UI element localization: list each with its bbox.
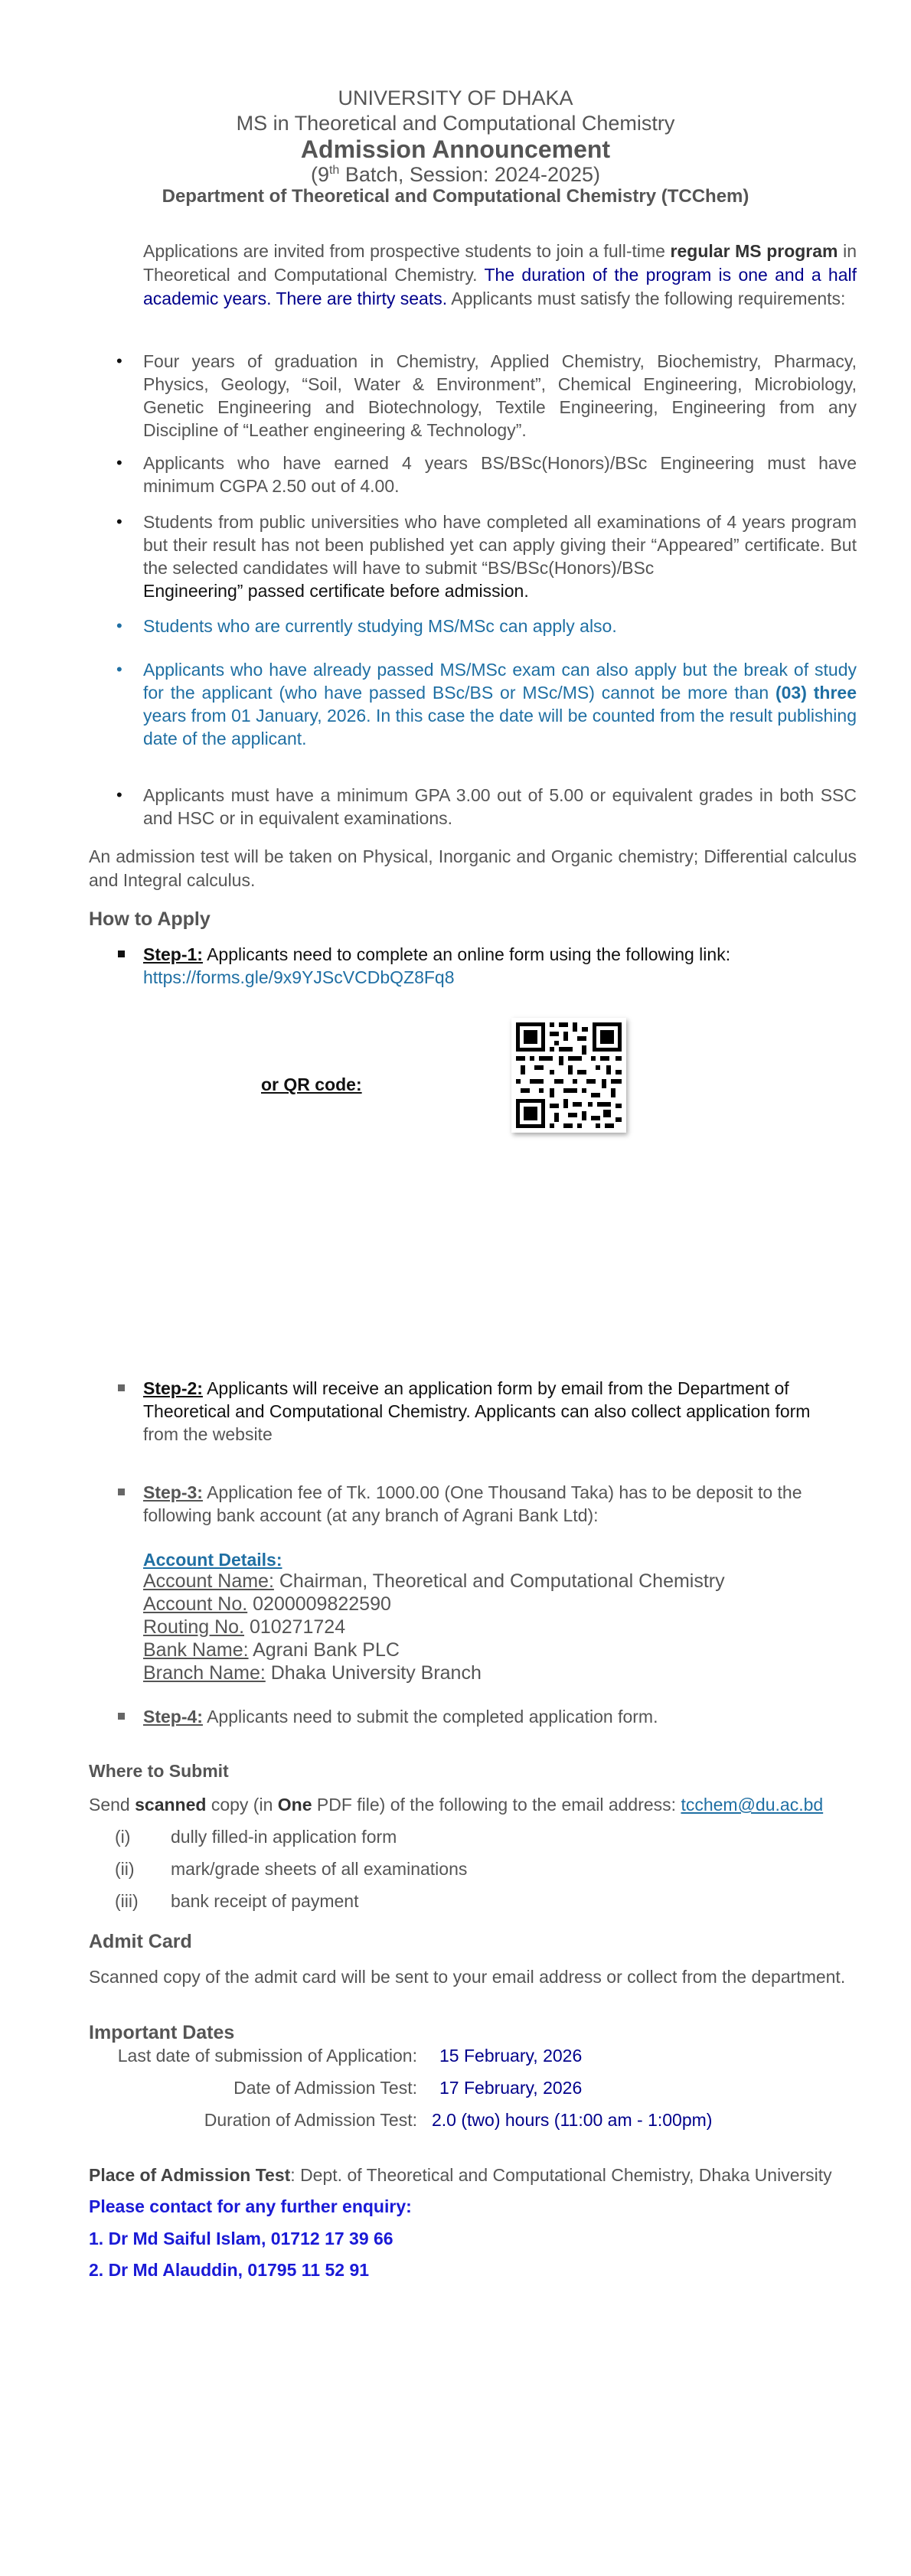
date-label: Last date of submission of Application: [117, 2046, 417, 2066]
announcement-title: Admission Announcement [300, 135, 611, 163]
step-text: Application fee of Tk. 1000.00 (One Thousand Taka) has to be deposit to the following bank account (at any branch of Agrani Bank Ltd): [143, 1482, 802, 1525]
submit-list-item [115, 1827, 397, 1847]
intro-part1: Applications are invited from prospective students to join a full-time [143, 241, 671, 261]
email-link[interactable]: tcchem@du.ac.bd [681, 1795, 824, 1815]
requirement-item [116, 784, 857, 830]
list-number: (ii) [115, 1859, 135, 1879]
batch-open: (9 [310, 163, 329, 186]
list-number: (iii) [115, 1891, 139, 1911]
batch-session [0, 163, 911, 187]
step-label: Step-3: [143, 1482, 203, 1502]
application-form-link[interactable]: https://forms.gle/9x9YJScVCDbQZ8Fq8 [143, 967, 455, 987]
admission-test-paragraph: An admission test will be taken on Physical, Inorganic and Organic chemistry; Differential calculus and Integral calculus. [89, 846, 857, 890]
step-text: Applicants need to complete an online form using the following link: [202, 944, 731, 964]
important-dates-heading: Important Dates [89, 2022, 235, 2043]
step-text: Applicants need to submit the completed application form. [202, 1707, 658, 1727]
routing-number-value: 010271724 [244, 1616, 346, 1638]
submit-t2: scanned [135, 1795, 207, 1815]
square-bullet [118, 951, 125, 957]
program-title: MS in Theoretical and Computational Chemistry [236, 112, 675, 135]
account-name-value: Chairman, Theoretical and Computational Chemistry [273, 1570, 725, 1592]
step-1 [143, 943, 857, 989]
requirement-item [116, 510, 857, 602]
step-3 [143, 1481, 857, 1527]
requirement-text-bold: (03) three [775, 683, 857, 703]
date-label: Date of Admission Test: [233, 2078, 417, 2098]
university-title: UNIVERSITY OF DHAKA [338, 86, 573, 109]
batch-rest: Batch, Session: 2024-2025) [339, 163, 601, 186]
account-name-label: Account Name: [143, 1570, 274, 1592]
account-number-value: 0200009822590 [247, 1593, 391, 1615]
square-bullet [118, 1489, 125, 1495]
batch-superscript: th [328, 164, 340, 177]
bank-name-row [143, 1639, 400, 1661]
step-4 [143, 1705, 857, 1728]
how-to-apply-heading: How to Apply [89, 908, 211, 930]
bullet-dot: • [116, 512, 122, 531]
requirement-text-end: years from 01 January, 2026. In this case the date will be counted from the result publishing date of the applicant. [143, 706, 857, 748]
branch-name-value: Dhaka University Branch [265, 1662, 482, 1684]
requirement-text: Applicants must have a minimum GPA 3.00 out of 5.00 or equivalent grades in both SSC and HSC or in equivalent examinations. [143, 785, 857, 828]
bullet-dot: • [116, 453, 122, 472]
intro-part2: in Theoretical and Computational Chemistry. [143, 241, 857, 285]
contact-heading: Please contact for any further enquiry: [89, 2196, 412, 2216]
submit-list-item [115, 1859, 467, 1880]
list-text: bank receipt of payment [171, 1891, 359, 1911]
submit-list-item [115, 1891, 358, 1912]
admit-card-heading: Admit Card [89, 1931, 192, 1952]
branch-name-row [143, 1661, 482, 1684]
submit-instructions [89, 1795, 823, 1815]
square-bullet [118, 1384, 125, 1391]
step-label: Step-1: [143, 944, 203, 964]
bullet-dot: • [116, 616, 122, 635]
place-label: Place of Admission Test [89, 2165, 291, 2185]
requirement-item [116, 615, 857, 637]
requirement-text-tail: Engineering” passed certificate before admission. [143, 581, 529, 601]
account-number-row [143, 1593, 391, 1616]
bank-name-label: Bank Name: [143, 1639, 249, 1661]
date-value: 2.0 (two) hours (11:00 am - 1:00pm) [432, 2110, 713, 2130]
bullet-dot: • [116, 351, 122, 370]
department-title: Department of Theoretical and Computational Chemistry (TCChem) [162, 186, 749, 207]
admit-card-text: Scanned copy of the admit card will be sent to your email address or collect from the department. [89, 1967, 846, 1987]
where-to-submit-heading: Where to Submit [89, 1761, 229, 1781]
account-number-label: Account No. [143, 1593, 248, 1615]
intro-blue: The duration of the program is one and a half academic years. There are thirty seats. [143, 265, 857, 308]
step-label: Step-2: [143, 1378, 203, 1398]
place-text: : Dept. of Theoretical and Computational Chemistry, Dhaka University [290, 2165, 832, 2185]
place-of-test [89, 2165, 832, 2186]
routing-number-row [143, 1616, 345, 1639]
list-text: dully filled-in application form [171, 1827, 397, 1847]
routing-number-label: Routing No. [143, 1616, 245, 1638]
submit-t1: Send [89, 1795, 136, 1815]
intro-part3: Applicants must satisfy the following requirements: [447, 289, 846, 308]
date-label: Duration of Admission Test: [204, 2110, 417, 2130]
contact-person-1: 1. Dr Md Saiful Islam, 01712 17 39 66 [89, 2229, 393, 2248]
submit-t3: copy (in [206, 1795, 278, 1815]
bullet-dot: • [116, 660, 122, 679]
list-text: mark/grade sheets of all examinations [171, 1859, 468, 1879]
account-heading-text: Account Details: [143, 1550, 282, 1570]
date-value: 15 February, 2026 [439, 2046, 583, 2066]
bank-name-value: Agrani Bank PLC [248, 1639, 400, 1661]
intro-paragraph [143, 240, 857, 311]
step-text: Applicants will receive an application form by email from the Department of Theoretical and Computational Chemistry. Applicants can also collect application form [143, 1378, 811, 1421]
requirement-text: Four years of graduation in Chemistry, Applied Chemistry, Biochemistry, Pharmacy, Physics, Geology, “Soil, Water & Environment”, Chemical Engineering, Microbiology, Genetic Engineering and Biotechnology, Textile Engineering, Engineering from any Discipline of “Leather engineering & Technology”. [143, 351, 857, 440]
requirement-item [116, 350, 857, 442]
step-2 [143, 1377, 857, 1446]
requirement-text: Students from public universities who have completed all examinations of 4 years program but their result has not been published yet can apply giving their “Appeared” certificate. But the selected candidates will have to submit “BS/BSc(Honors)/BSc [143, 512, 857, 578]
requirement-text: Students who are currently studying MS/MSc can apply also. [143, 616, 617, 636]
requirement-item [116, 452, 857, 497]
qr-code-image[interactable] [511, 1018, 626, 1133]
requirement-item [116, 658, 857, 750]
submit-t4: One [277, 1795, 312, 1815]
qr-code-icon [511, 1018, 626, 1133]
account-name-row [143, 1570, 725, 1593]
requirement-text: Applicants who have earned 4 years BS/BSc(Honors)/BSc Engineering must have minimum CGPA 2.50 out of 4.00. [143, 453, 857, 496]
step-label: Step-4: [143, 1707, 203, 1727]
bullet-dot: • [116, 785, 122, 804]
qr-code-label: or QR code: [261, 1074, 362, 1094]
square-bullet [118, 1713, 125, 1720]
branch-name-label: Branch Name: [143, 1662, 266, 1684]
list-number: (i) [115, 1827, 131, 1847]
contact-person-2: 2. Dr Md Alauddin, 01795 11 52 91 [89, 2260, 370, 2280]
date-value: 17 February, 2026 [439, 2078, 583, 2098]
requirement-text: Applicants who have already passed MS/MSc exam can also apply but the break of study for the applicant (who have passed BSc/BS or MSc/MS) cannot be more than [143, 660, 857, 703]
account-details-heading [143, 1548, 282, 1571]
submit-t5: PDF file) of the following to the email address: [312, 1795, 681, 1815]
step-text-tail: from the website [143, 1424, 273, 1444]
intro-bold: regular MS program [670, 241, 838, 261]
